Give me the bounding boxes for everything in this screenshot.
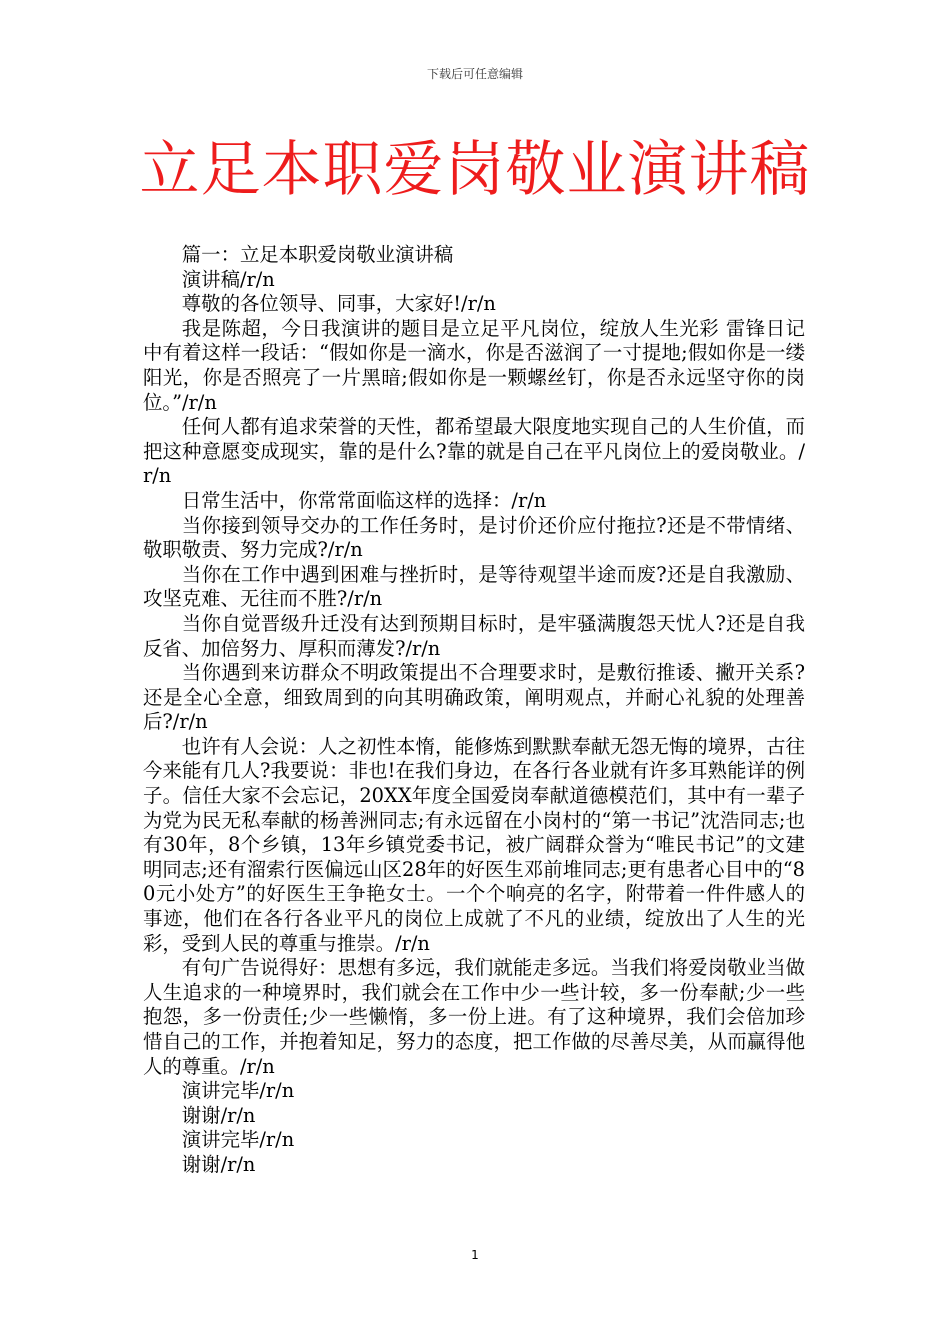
paragraph: 当你在工作中遇到困难与挫折时，是等待观望半途而废?还是自我激励、攻坚克难、无往而不胜?/r/n (143, 562, 805, 611)
paragraph: 也许有人会说：人之初性本惰，能修炼到默默奉献无怨无悔的境界，古往今来能有几人?我要说：非也!在我们身边，在各行各业就有许多耳熟能详的例子。信任大家不会忘记，20XX年度全国爱岗奉献道德模范们，其中有一辈子为党为民无私奉献的杨善洲同志;有永远留在小岗村的“第一书记”沈浩同志;也有30年，8个乡镇，13年乡镇党委书记，被广阔群众誉为“唯民书记”的文建明同志;还有溜索行医偏远山区28年的好医生邓前堆同志;更有患者心目中的“80元小处方”的好医生王争艳女士。一个个响亮的名字，附带着一件件感人的事迹，他们在各行各业平凡的岗位上成就了不凡的业绩，绽放出了人生的光彩，受到人民的尊重与推崇。/r/n (143, 734, 805, 955)
paragraph: 演讲完毕/r/n (181, 1128, 295, 1152)
document-body (143, 243, 805, 1178)
paragraph: 日常生活中，你常常面临这样的选择：/r/n (181, 488, 547, 512)
paragraph: 当你自觉晋级升迁没有达到预期目标时，是牢骚满腹怨天忧人?还是自我反省、加倍努力、厚积而薄发?/r/n (143, 611, 805, 660)
paragraph: 谢谢/r/n (181, 1152, 256, 1176)
paragraph: 谢谢/r/n (181, 1103, 256, 1127)
document-title: 立足本职爱岗敬业演讲稿 (139, 135, 811, 205)
page-number: 1 (471, 1248, 479, 1262)
paragraph: 我是陈超，今日我演讲的题目是立足平凡岗位，绽放人生光彩 雷锋日记中有着这样一段话：“假如你是一滴水，你是否滋润了一寸提地;假如你是一缕阳光，你是否照亮了一片黑暗;假如你是一颗螺丝钉，你是否永远坚守你的岗位。”/r/n (143, 316, 805, 414)
paragraph: 篇一：立足本职爱岗敬业演讲稿 (181, 243, 454, 266)
paragraph: 任何人都有追求荣誉的天性，都希望最大限度地实现自己的人生价值，而把这种意愿变成现实，靠的是什么?靠的就是自己在平凡岗位上的爱岗敬业。/r/n (143, 415, 805, 488)
paragraph: 演讲稿/r/n (181, 267, 275, 291)
header-note: 下载后可任意编辑 (426, 67, 523, 81)
paragraph: 演讲完毕/r/n (181, 1079, 295, 1103)
paragraph: 尊敬的各位领导、同事，大家好!/r/n (181, 292, 496, 316)
paragraph: 当你遇到来访群众不明政策提出不合理要求时，是敷衍推诿、撇开关系?还是全心全意，细致周到的向其明确政策，阐明观点，并耐心礼貌的处理善后?/r/n (143, 661, 805, 734)
paragraph: 当你接到领导交办的工作任务时，是讨价还价应付拖拉?还是不带情绪、敬职敬责、努力完成?/r/n (143, 513, 805, 562)
paragraph: 有句广告说得好：思想有多远，我们就能走多远。当我们将爱岗敬业当做人生追求的一种境界时，我们就会在工作中少一些计较，多一份奉献;少一些抱怨，多一份责任;少一些懒惰，多一份上进。有了这种境界，我们会倍加珍惜自己的工作，并抱着知足，努力的态度，把工作做的尽善尽美，从而赢得他人的尊重。/r/n (143, 956, 805, 1078)
